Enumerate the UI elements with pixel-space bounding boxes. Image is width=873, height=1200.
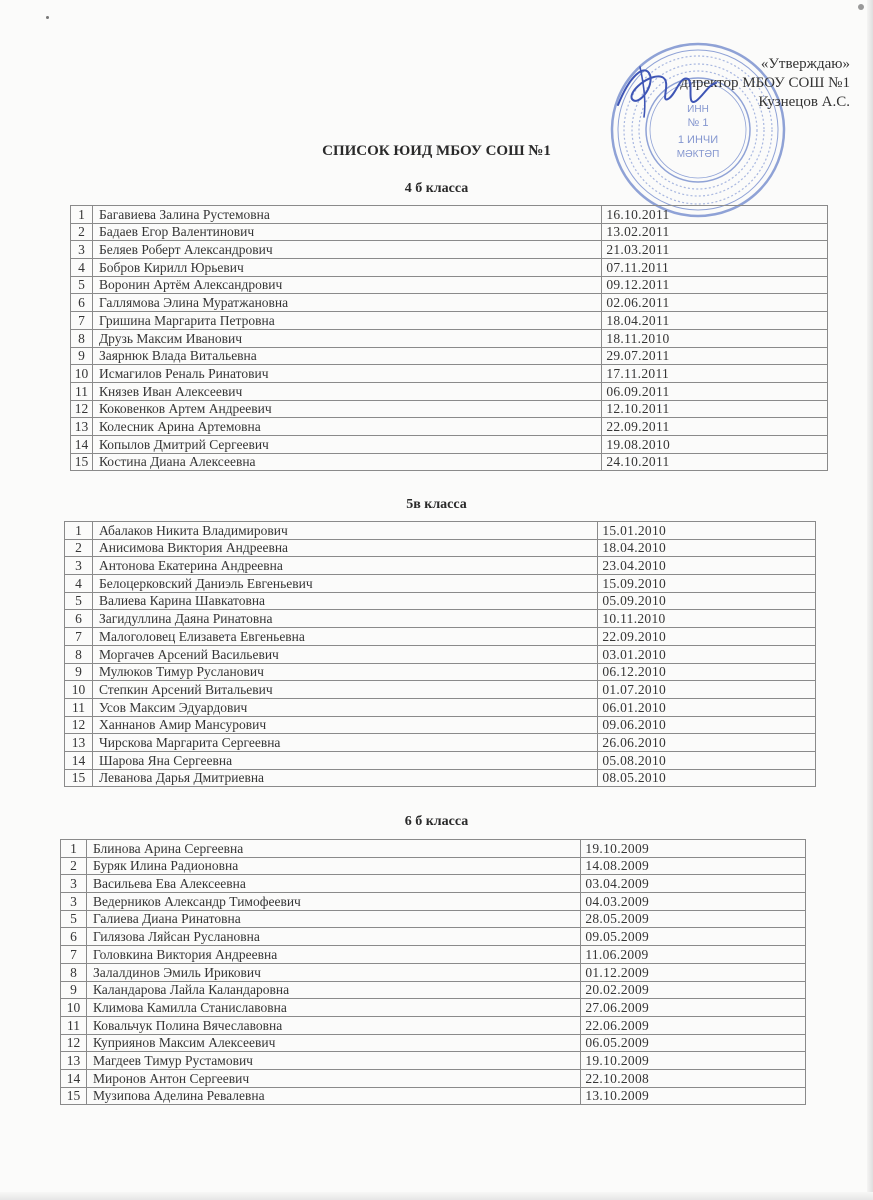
birth-date: 13.02.2011 xyxy=(602,223,828,241)
row-number: 10 xyxy=(65,681,93,699)
birth-date: 18.04.2010 xyxy=(598,539,816,557)
stamp-text: 1 ИНЧИ xyxy=(677,134,719,146)
row-number: 9 xyxy=(65,663,93,681)
student-name: Анисимова Виктория Андреевна xyxy=(92,539,597,557)
table-row xyxy=(61,1016,806,1034)
table-row xyxy=(71,223,828,241)
student-name: Васильева Ева Алексеевна xyxy=(86,875,580,893)
table-row xyxy=(71,365,828,383)
row-number: 4 xyxy=(65,575,93,593)
table-row xyxy=(61,981,806,999)
row-number: 15 xyxy=(61,1087,87,1105)
birth-date: 22.09.2010 xyxy=(598,628,816,646)
table-body xyxy=(61,840,806,1105)
table-row xyxy=(71,418,828,436)
birth-date: 07.11.2011 xyxy=(602,259,828,277)
row-number: 15 xyxy=(71,453,93,471)
row-number: 12 xyxy=(61,1034,87,1052)
table-row xyxy=(71,206,828,224)
student-name: Куприянов Максим Алексеевич xyxy=(86,1034,580,1052)
table-row xyxy=(61,963,806,981)
birth-date: 27.06.2009 xyxy=(581,999,806,1017)
birth-date: 13.10.2009 xyxy=(581,1087,806,1105)
student-name: Гилязова Ляйсан Руслановна xyxy=(86,928,580,946)
student-name: Галиева Диана Ринатовна xyxy=(86,910,580,928)
approval-signatory: Кузнецов А.С. xyxy=(758,94,850,110)
table-row xyxy=(65,592,816,610)
student-table xyxy=(64,521,816,787)
student-name: Малоголовец Елизавета Евгеньевна xyxy=(92,628,597,646)
birth-date: 24.10.2011 xyxy=(602,453,828,471)
row-number: 5 xyxy=(71,276,93,294)
table-row xyxy=(65,628,816,646)
row-number: 4 xyxy=(71,259,93,277)
table-row xyxy=(65,698,816,716)
birth-date: 14.08.2009 xyxy=(581,857,806,875)
student-name: Ведерников Александр Тимофеевич xyxy=(86,893,580,911)
table-row xyxy=(61,946,806,964)
row-number: 7 xyxy=(65,628,93,646)
student-name: Леванова Дарья Дмитриевна xyxy=(92,769,597,787)
table-row xyxy=(61,910,806,928)
student-name: Блинова Арина Сергеевна xyxy=(86,840,580,858)
table-row xyxy=(71,382,828,400)
table-row xyxy=(71,400,828,418)
birth-date: 18.04.2011 xyxy=(602,312,828,330)
birth-date: 02.06.2011 xyxy=(602,294,828,312)
row-number: 3 xyxy=(71,241,93,259)
row-number: 9 xyxy=(61,981,87,999)
row-number: 9 xyxy=(71,347,93,365)
birth-date: 19.10.2009 xyxy=(581,840,806,858)
row-number: 8 xyxy=(65,645,93,663)
student-name: Музипова Аделина Ревалевна xyxy=(86,1087,580,1105)
student-name: Головкина Виктория Андреевна xyxy=(86,946,580,964)
birth-date: 03.01.2010 xyxy=(598,645,816,663)
birth-date: 09.06.2010 xyxy=(598,716,816,734)
student-table xyxy=(60,839,806,1105)
table-row xyxy=(65,539,816,557)
table-body xyxy=(71,206,828,471)
table-row xyxy=(61,1069,806,1087)
scan-edge xyxy=(0,1192,873,1200)
student-name: Мулюков Тимур Русланович xyxy=(92,663,597,681)
table-row xyxy=(71,329,828,347)
approval-title: «Утверждаю» xyxy=(760,56,850,72)
scan-speck xyxy=(46,16,49,19)
birth-date: 06.09.2011 xyxy=(602,382,828,400)
table-row xyxy=(65,769,816,787)
student-name: Моргачев Арсений Васильевич xyxy=(92,645,597,663)
student-name: Загидуллина Даяна Ринатовна xyxy=(92,610,597,628)
student-name: Степкин Арсений Витальевич xyxy=(92,681,597,699)
table-row xyxy=(65,522,816,540)
birth-date: 26.06.2010 xyxy=(598,734,816,752)
student-name: Заярнюк Влада Витальевна xyxy=(92,347,601,365)
student-name: Валиева Карина Шавкатовна xyxy=(92,592,597,610)
row-number: 2 xyxy=(61,857,87,875)
birth-date: 19.10.2009 xyxy=(581,1052,806,1070)
table-row xyxy=(71,241,828,259)
birth-date: 29.07.2011 xyxy=(602,347,828,365)
birth-date: 04.03.2009 xyxy=(581,893,806,911)
birth-date: 09.05.2009 xyxy=(581,928,806,946)
row-number: 10 xyxy=(71,365,93,383)
birth-date: 20.02.2009 xyxy=(581,981,806,999)
row-number: 1 xyxy=(61,840,87,858)
table-row xyxy=(61,1034,806,1052)
row-number: 1 xyxy=(71,206,93,224)
table-body xyxy=(65,522,816,787)
birth-date: 08.05.2010 xyxy=(598,769,816,787)
scan-speck xyxy=(858,4,864,10)
birth-date: 01.12.2009 xyxy=(581,963,806,981)
table-row xyxy=(61,1052,806,1070)
table-row xyxy=(71,347,828,365)
row-number: 8 xyxy=(61,963,87,981)
birth-date: 06.12.2010 xyxy=(598,663,816,681)
birth-date: 22.06.2009 xyxy=(581,1016,806,1034)
birth-date: 22.10.2008 xyxy=(581,1069,806,1087)
birth-date: 01.07.2010 xyxy=(598,681,816,699)
row-number: 13 xyxy=(61,1052,87,1070)
row-number: 3 xyxy=(61,893,87,911)
row-number: 3 xyxy=(65,557,93,575)
table-row xyxy=(61,893,806,911)
table-row xyxy=(61,999,806,1017)
table-row xyxy=(65,751,816,769)
row-number: 14 xyxy=(71,435,93,453)
row-number: 11 xyxy=(65,698,93,716)
table-row xyxy=(61,875,806,893)
row-number: 5 xyxy=(61,910,87,928)
student-name: Климова Камилла Станиславовна xyxy=(86,999,580,1017)
student-name: Антонова Екатерина Андреевна xyxy=(92,557,597,575)
table-row xyxy=(65,734,816,752)
handwritten-signature xyxy=(610,55,720,125)
student-name: Воронин Артём Александрович xyxy=(92,276,601,294)
row-number: 6 xyxy=(61,928,87,946)
student-name: Друзь Максим Иванович xyxy=(92,329,601,347)
class-heading: 6 б класса xyxy=(404,814,469,829)
student-name: Каландарова Лайла Каландаровна xyxy=(86,981,580,999)
scan-edge xyxy=(867,0,873,1200)
student-name: Колесник Арина Артемовна xyxy=(92,418,601,436)
birth-date: 05.08.2010 xyxy=(598,751,816,769)
table-row xyxy=(71,259,828,277)
row-number: 14 xyxy=(61,1069,87,1087)
table-row xyxy=(65,557,816,575)
birth-date: 05.09.2010 xyxy=(598,592,816,610)
row-number: 5 xyxy=(65,592,93,610)
student-name: Ковальчук Полина Вячеславовна xyxy=(86,1016,580,1034)
row-number: 7 xyxy=(61,946,87,964)
birth-date: 10.11.2010 xyxy=(598,610,816,628)
row-number: 2 xyxy=(71,223,93,241)
row-number: 14 xyxy=(65,751,93,769)
student-name: Усов Максим Эдуардович xyxy=(92,698,597,716)
row-number: 3 xyxy=(61,875,87,893)
birth-date: 06.05.2009 xyxy=(581,1034,806,1052)
table-row xyxy=(61,840,806,858)
stamp-text: ИНН xyxy=(687,104,709,115)
table-row xyxy=(65,681,816,699)
row-number: 11 xyxy=(61,1016,87,1034)
table-row xyxy=(65,663,816,681)
stamp-text: МӘКТӘП xyxy=(676,149,720,160)
student-name: Залалдинов Эмиль Ирикович xyxy=(86,963,580,981)
birth-date: 23.04.2010 xyxy=(598,557,816,575)
row-number: 2 xyxy=(65,539,93,557)
table-row xyxy=(71,435,828,453)
class-heading: 5в класса xyxy=(406,497,467,512)
row-number: 11 xyxy=(71,382,93,400)
table-row xyxy=(71,294,828,312)
document-title: СПИСОК ЮИД МБОУ СОШ №1 xyxy=(322,143,551,159)
class-heading: 4 б класса xyxy=(404,181,469,196)
stamp-text: № 1 xyxy=(687,117,709,129)
row-number: 6 xyxy=(65,610,93,628)
birth-date: 17.11.2011 xyxy=(602,365,828,383)
birth-date: 15.01.2010 xyxy=(598,522,816,540)
student-name: Чирскова Маргарита Сергеевна xyxy=(92,734,597,752)
table-row xyxy=(71,453,828,471)
student-name: Абалаков Никита Владимирович xyxy=(92,522,597,540)
birth-date: 21.03.2011 xyxy=(602,241,828,259)
birth-date: 03.04.2009 xyxy=(581,875,806,893)
student-name: Бобров Кирилл Юрьевич xyxy=(92,259,601,277)
birth-date: 12.10.2011 xyxy=(602,400,828,418)
student-name: Белоцерковский Даниэль Евгеньевич xyxy=(92,575,597,593)
birth-date: 15.09.2010 xyxy=(598,575,816,593)
table-row xyxy=(65,610,816,628)
birth-date: 09.12.2011 xyxy=(602,276,828,294)
birth-date: 28.05.2009 xyxy=(581,910,806,928)
row-number: 12 xyxy=(65,716,93,734)
student-name: Миронов Антон Сергеевич xyxy=(86,1069,580,1087)
row-number: 13 xyxy=(71,418,93,436)
row-number: 6 xyxy=(71,294,93,312)
table-row xyxy=(71,276,828,294)
row-number: 10 xyxy=(61,999,87,1017)
table-row xyxy=(61,1087,806,1105)
birth-date: 11.06.2009 xyxy=(581,946,806,964)
birth-date: 18.11.2010 xyxy=(602,329,828,347)
student-name: Шарова Яна Сергеевна xyxy=(92,751,597,769)
row-number: 7 xyxy=(71,312,93,330)
row-number: 13 xyxy=(65,734,93,752)
birth-date: 22.09.2011 xyxy=(602,418,828,436)
row-number: 8 xyxy=(71,329,93,347)
student-name: Буряк Илина Радионовна xyxy=(86,857,580,875)
student-name: Галлямова Элина Муратжановна xyxy=(92,294,601,312)
birth-date: 16.10.2011 xyxy=(602,206,828,224)
student-name: Ханнанов Амир Мансурович xyxy=(92,716,597,734)
student-name: Копылов Дмитрий Сергеевич xyxy=(92,435,601,453)
student-name: Князев Иван Алексеевич xyxy=(92,382,601,400)
birth-date: 19.08.2010 xyxy=(602,435,828,453)
approval-position: директор МБОУ СОШ №1 xyxy=(680,75,850,91)
row-number: 1 xyxy=(65,522,93,540)
row-number: 12 xyxy=(71,400,93,418)
student-table xyxy=(70,205,828,471)
student-name: Коковенков Артем Андреевич xyxy=(92,400,601,418)
table-row xyxy=(65,645,816,663)
student-name: Беляев Роберт Александрович xyxy=(92,241,601,259)
student-name: Гришина Маргарита Петровна xyxy=(92,312,601,330)
birth-date: 06.01.2010 xyxy=(598,698,816,716)
student-name: Исмагилов Реналь Ринатович xyxy=(92,365,601,383)
table-row xyxy=(71,312,828,330)
student-name: Магдеев Тимур Рустамович xyxy=(86,1052,580,1070)
student-name: Багавиева Залина Рустемовна xyxy=(92,206,601,224)
student-name: Бадаев Егор Валентинович xyxy=(92,223,601,241)
table-row xyxy=(65,575,816,593)
table-row xyxy=(61,857,806,875)
table-row xyxy=(65,716,816,734)
row-number: 15 xyxy=(65,769,93,787)
table-row xyxy=(61,928,806,946)
student-name: Костина Диана Алексеевна xyxy=(92,453,601,471)
